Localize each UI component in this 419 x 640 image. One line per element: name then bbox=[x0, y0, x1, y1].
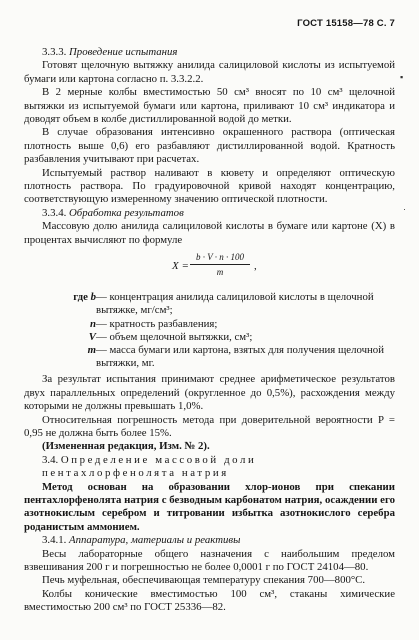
formula-fraction bbox=[190, 252, 250, 278]
variable-symbol: m bbox=[87, 343, 96, 356]
section-3-4-1-heading bbox=[42, 534, 395, 547]
definition-row bbox=[24, 344, 395, 370]
section-3-4-heading bbox=[42, 454, 395, 481]
section-title: Обработка результатов bbox=[69, 206, 184, 219]
section-number: 3.3.4. bbox=[42, 206, 67, 219]
where-word: где bbox=[73, 291, 88, 304]
variable-symbol: n bbox=[89, 317, 96, 330]
scan-speck-icon: ▪ bbox=[400, 72, 404, 82]
section-3-3-3-heading bbox=[42, 46, 395, 59]
paragraph: Печь муфельная, обеспечивающая температуру спекания 700—800°С. bbox=[42, 574, 366, 587]
formula-denominator: m bbox=[216, 267, 224, 278]
paragraph: В случае образования интенсивно окрашенного раствора (оптическая плотность выше 0,6) его разбавляют дистиллированной водой. Кратность разбавления учитывают при расчетах. bbox=[24, 126, 395, 166]
section-number: 3.4. bbox=[42, 453, 59, 466]
definition-row bbox=[24, 291, 395, 317]
formula-numerator: b · V · n · 100 bbox=[190, 252, 250, 265]
definition-text: — масса бумаги или картона, взятых для получения щелочной вытяжки, мг. bbox=[96, 343, 384, 370]
section-number: 3.4.1. bbox=[42, 534, 67, 547]
variable-symbol: b bbox=[90, 291, 96, 304]
page-header: ГОСТ 15158—78 С. 7 bbox=[297, 18, 395, 29]
formula-lhs: X = bbox=[172, 260, 189, 273]
formula-tail: , bbox=[254, 260, 257, 273]
section-title: Определение массовой доли пентахлорфенолята натрия bbox=[42, 453, 257, 480]
paragraph: В 2 мерные колбы вместимостью 50 см³ вносят по 10 см³ щелочной вытяжки из испытуемой бумаги или картона, приливают 10 см³ индикатора и доводят объем в колбе дистиллированной водой до метки. bbox=[24, 86, 395, 126]
paragraph: Метод основан на образовании хлор-ионов при спекании пентахлорфенолята натрия с безводным карбонатом натрия, осаждении его азотнокислым серебром и титровании избытка азотнокислого серебра роданистым аммонием. bbox=[24, 480, 395, 533]
definition-text: — объем щелочной вытяжки, см³; bbox=[96, 330, 253, 343]
definition-text: — концентрация анилида салициловой кислоты в щелочной вытяжке, мг/см³; bbox=[96, 291, 374, 317]
paragraph: За результат испытания принимают среднее арифметическое результатов двух параллельных определений (округленное до 0,5%), расхождения между которыми не должны превышать 1,0%. bbox=[24, 373, 395, 413]
section-number: 3.3.3. bbox=[42, 46, 67, 58]
variable-symbol: V bbox=[88, 330, 96, 343]
section-3-3-4-heading bbox=[42, 207, 395, 220]
definition-row bbox=[24, 318, 395, 331]
section-title: Проведение испытания bbox=[69, 46, 178, 58]
definition-row bbox=[24, 331, 395, 344]
section-title: Аппаратура, материалы и реактивы bbox=[69, 534, 241, 547]
formula bbox=[24, 247, 395, 291]
amendment-note: (Измененная редакция, Изм. № 2). bbox=[42, 440, 210, 453]
paragraph: Испытуемый раствор наливают в кювету и определяют оптическую плотность раствора. По градуировочной кривой находят концентрацию, соответствующую измеренному значению оптической плотности. bbox=[24, 166, 395, 206]
paragraph: Колбы конические вместимостью 100 см³, стаканы химические вместимостью 200 см³ по ГОСТ 25336—82. bbox=[24, 587, 395, 614]
scan-speck-icon: · bbox=[403, 204, 406, 214]
paragraph: Массовую долю анилида салициловой кислоты в бумаге или картоне (X) в процентах вычисляют по формуле bbox=[24, 220, 395, 246]
paragraph: Готовят щелочную вытяжку анилида салициловой кислоты из испытуемой бумаги или картона согласно п. 3.3.2.2. bbox=[24, 59, 395, 85]
paragraph: Весы лабораторные общего назначения с наибольшим пределом взвешивания 200 г и погрешностью не более 0,0001 г по ГОСТ 24104—80. bbox=[24, 547, 395, 573]
paragraph: Относительная погрешность метода при доверительной вероятности P = 0,95 не должна быть более 15%. bbox=[24, 413, 395, 439]
variable-definitions bbox=[24, 291, 395, 370]
definition-text: — кратность разбавления; bbox=[96, 317, 218, 330]
